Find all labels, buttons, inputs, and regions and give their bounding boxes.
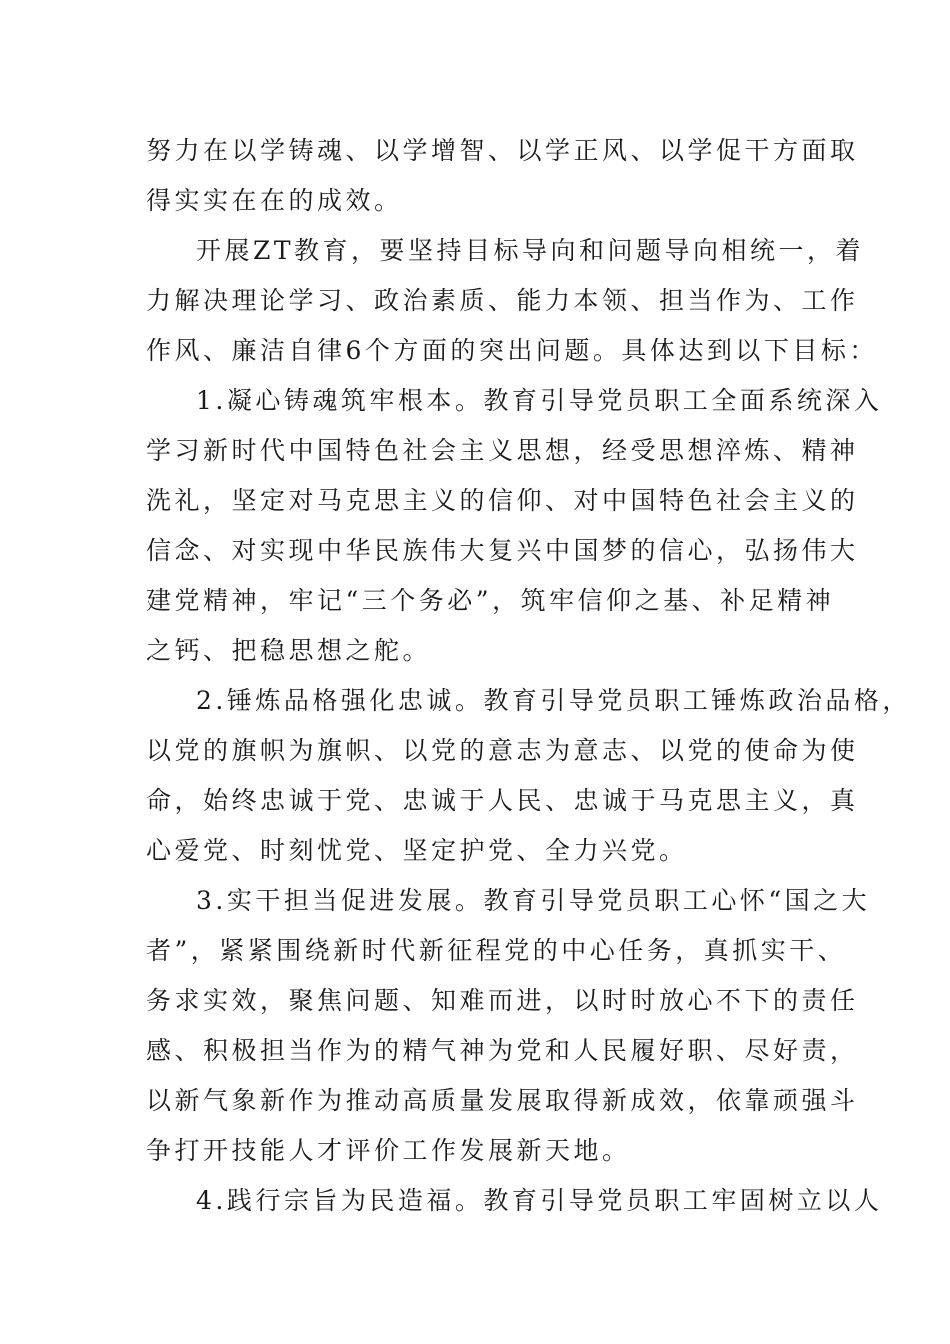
text-line: 务求实效，聚焦问题、知难而进，以时时放心不下的责任 [146, 986, 859, 1015]
text-line: 洗礼，坚定对马克思主义的信仰、对中国特色社会主义的 [146, 486, 859, 515]
text-line: 命，始终忠诚于党、忠诚于人民、忠诚于马克思主义，真 [146, 786, 859, 815]
text-line: 者”，紧紧围绕新时代新征程党的中心任务，真抓实干、 [146, 936, 847, 965]
text-line: 建党精神，牢记“三个务必”，筑牢信仰之基、补足精神 [146, 586, 835, 615]
paragraph-item-4 [146, 1176, 883, 1226]
paragraph-item-1 [146, 376, 883, 676]
text-line: 之钙、把稳思想之舵。 [146, 636, 432, 665]
text-line: 得实实在在的成效。 [146, 186, 403, 215]
text-line: 1.凝心铸魂筑牢根本。教育引导党员职工全面系统深入 [196, 386, 883, 415]
text-line: 学习新时代中国特色社会主义思想，经受思想淬炼、精神 [146, 436, 859, 465]
text-line: 感、积极担当作为的精气神为党和人民履好职、尽好责， [146, 1036, 859, 1065]
text-line: 以新气象新作为推动高质量发展取得新成效，依靠顽强斗 [146, 1086, 859, 1115]
text-line: 开展ZT教育，要坚持目标导向和问题导向相统一，着 [196, 236, 865, 265]
paragraph-intro [146, 226, 878, 376]
paragraph-item-3 [146, 876, 871, 1176]
text-line: 作风、廉洁自律6个方面的突出问题。具体达到以下目标： [146, 336, 878, 365]
paragraph-item-2 [146, 676, 911, 876]
text-line: 力解决理论学习、政治素质、能力本领、担当作为、工作 [146, 286, 859, 315]
document-body [146, 126, 911, 1226]
text-line: 以党的旗帜为旗帜、以党的意志为意志、以党的使命为使 [146, 736, 859, 765]
text-line: 心爱党、时刻忧党、坚定护党、全力兴党。 [146, 836, 688, 865]
text-line: 努力在以学铸魂、以学增智、以学正风、以学促干方面取 [146, 136, 859, 165]
text-line: 4.践行宗旨为民造福。教育引导党员职工牢固树立以人 [196, 1186, 883, 1215]
text-line: 3.实干担当促进发展。教育引导党员职工心怀“国之大 [196, 886, 871, 915]
text-line: 争打开技能人才评价工作发展新天地。 [146, 1136, 631, 1165]
text-line: 2.锤炼品格强化忠诚。教育引导党员职工锤炼政治品格， [196, 686, 911, 715]
text-line: 信念、对实现中华民族伟大复兴中国梦的信心，弘扬伟大 [146, 536, 859, 565]
paragraph-continuation [146, 126, 859, 226]
